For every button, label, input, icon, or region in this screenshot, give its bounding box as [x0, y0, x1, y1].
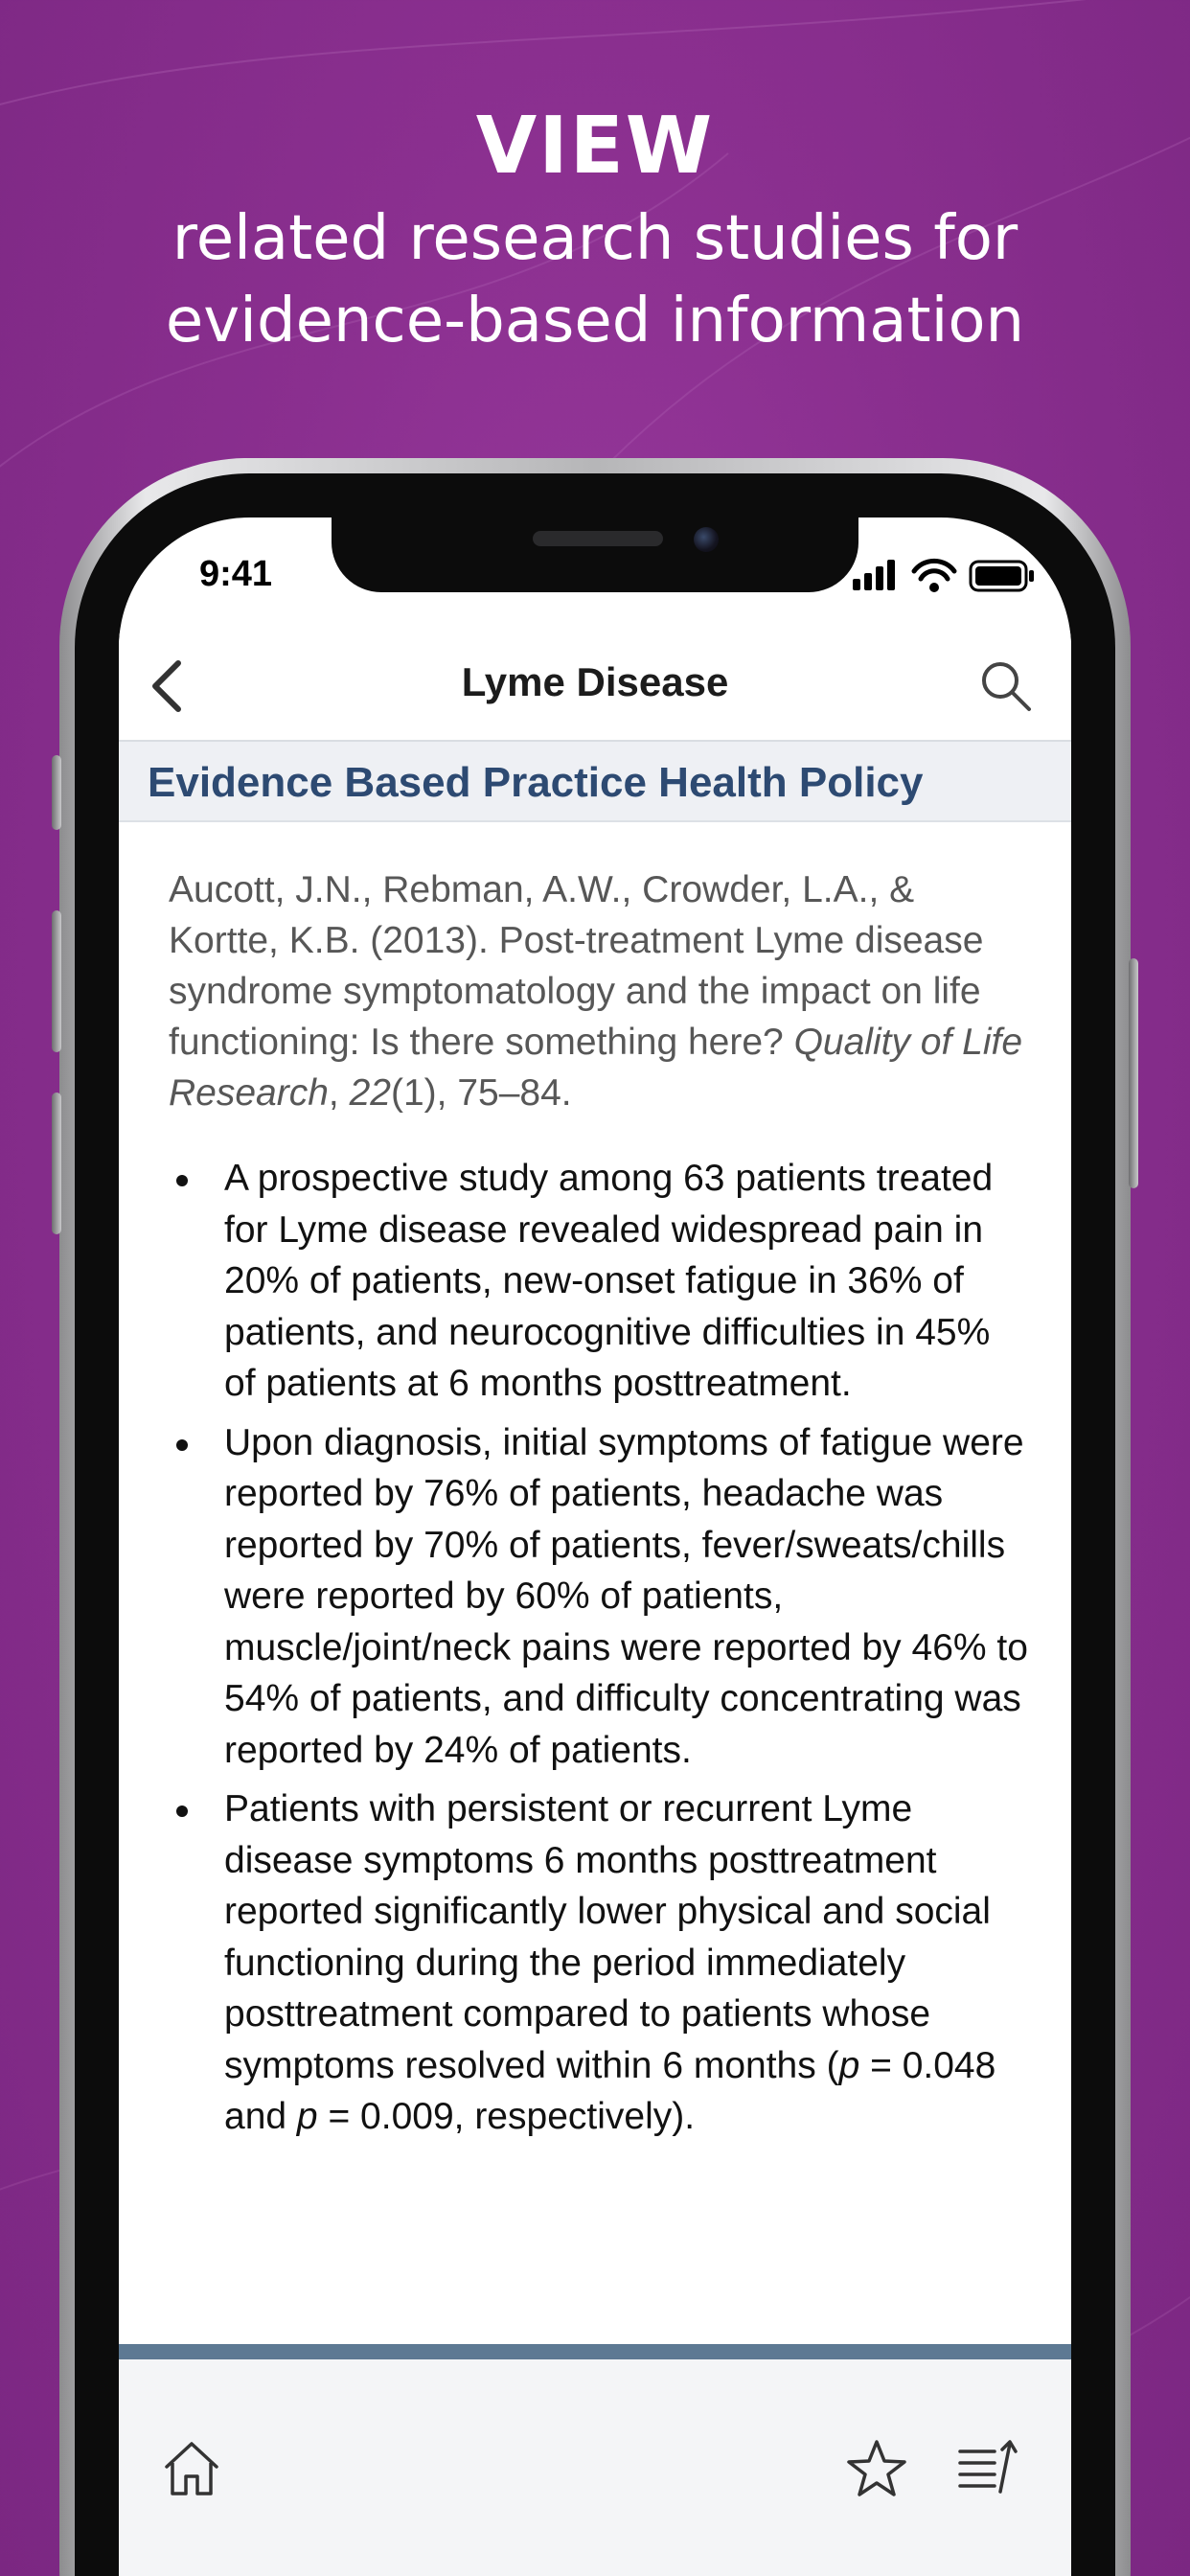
battery-icon [971, 562, 1034, 590]
citation-volume: 22 [349, 1072, 391, 1114]
list-item-text: Upon diagnosis, initial symptoms of fatigue were reported by 76% of patients, headache was reported by 70% of patients, fever/sweats/chills were reported by 60% of patients, muscle/joint/neck pains were reported by 46% to 54% of patients, and difficulty concentrating was reported by 24% of patients. [224, 1421, 1028, 1771]
status-time: 9:41 [199, 554, 273, 594]
promo-subtitle-line1: related research studies for [172, 203, 1018, 274]
list-item-text-part: Patients with persistent or recurrent Lyme disease symptoms 6 months posttreatment reported significantly lower physical and social functioning during the period immediately posttreatment compared to patients whose symptoms resolved within 6 months ( [224, 1788, 991, 2086]
status-icons [853, 556, 1035, 594]
p-value-symbol: p [838, 2044, 860, 2086]
wifi-icon [914, 561, 954, 592]
bullet-icon [176, 1806, 188, 1817]
navigation-bar [119, 631, 1071, 742]
page-title: Lyme Disease [461, 659, 729, 704]
power-button [1129, 958, 1138, 1188]
list-item [169, 1783, 1031, 2143]
citation-journal: Quality of Life Research [169, 1022, 1023, 1114]
outline-icon[interactable] [956, 2438, 1021, 2499]
cellular-signal-icon [853, 560, 895, 590]
citation-separator: , [328, 1072, 350, 1114]
home-icon[interactable] [161, 2438, 222, 2499]
list-item-text [224, 1788, 995, 2137]
bullet-icon [176, 1175, 188, 1186]
tab-bar [119, 2359, 1071, 2576]
phone-screen [119, 518, 1071, 2576]
phone-notch [332, 518, 858, 592]
volume-up-button [52, 910, 61, 1052]
article-content [169, 864, 1031, 2150]
front-camera [694, 527, 719, 552]
list-item-text-part: = 0.009, respectively). [317, 2096, 696, 2137]
bullet-icon [176, 1439, 188, 1451]
section-header [119, 742, 1071, 822]
list-item-text-part: = 0.048 and [224, 2044, 996, 2137]
volume-down-button [52, 1092, 61, 1234]
citation [169, 864, 1031, 1118]
findings-list [169, 1153, 1031, 2143]
section-header-title: Evidence Based Practice Health Policy [148, 759, 924, 806]
promo-subtitle-line2: evidence-based information [165, 286, 1025, 356]
citation-issue-pages: (1), 75–84. [390, 1072, 572, 1114]
list-item-text: A prospective study among 63 patients treated for Lyme disease revealed widespread pain in 20% of patients, new-onset fatigue in 36% of patients, and neurocognitive difficulties in 45% of patients at 6 months posttreatment. [224, 1158, 994, 1404]
citation-authors: Aucott, J.N., Rebman, A.W., Crowder, L.A., & Kortte, K.B. (2013). Post-treatment Lyme disease syndrome symptomatology and the impact on life functioning: Is there something here? [169, 869, 984, 1063]
star-icon[interactable] [845, 2438, 908, 2499]
mute-switch [52, 755, 61, 830]
list-item [169, 1153, 1031, 1410]
accent-strip [119, 2344, 1071, 2359]
earpiece-speaker [533, 531, 663, 546]
promo-headline [0, 96, 1190, 362]
promo-title: VIEW [475, 101, 715, 192]
list-item [169, 1417, 1031, 1777]
p-value-symbol: p [296, 2096, 318, 2137]
search-icon[interactable] [977, 657, 1035, 715]
